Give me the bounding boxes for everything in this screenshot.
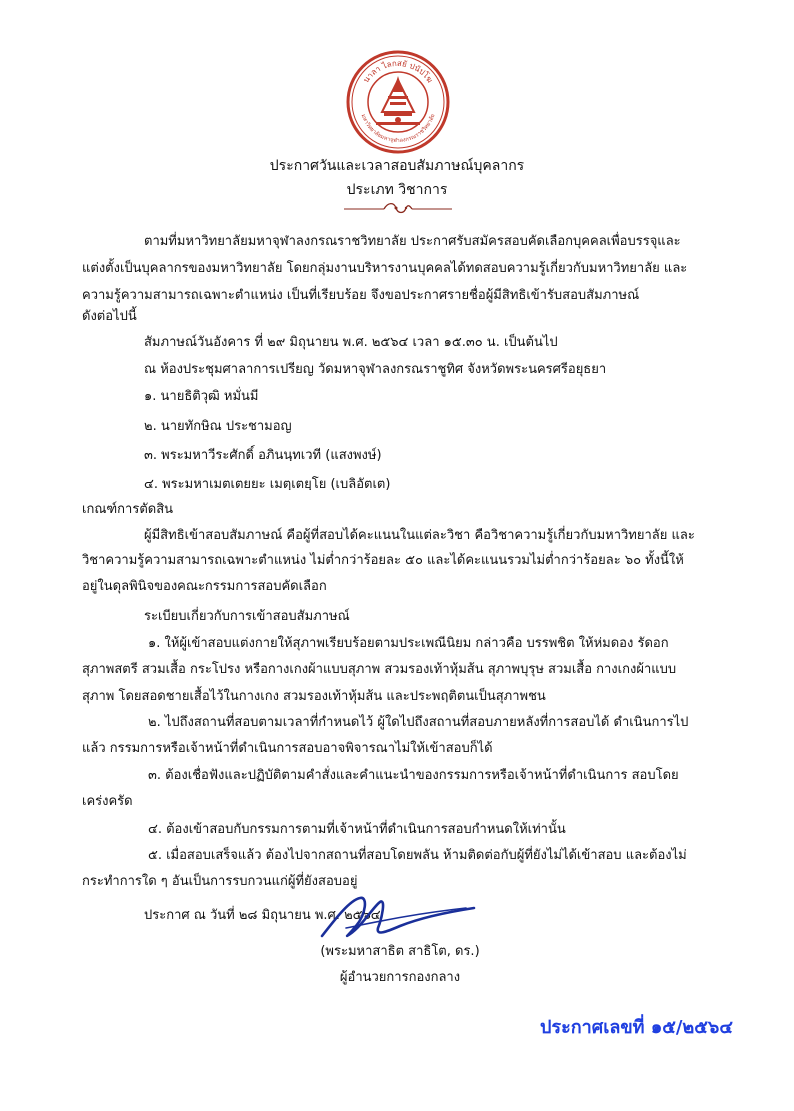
candidate-item: ๒. นายทักษิณ ประชามอญ [144, 419, 292, 434]
announcement-date: ประกาศ ณ วันที่ ๒๘ มิถุนายน พ.ศ. ๒๕๖๔ [144, 908, 381, 923]
criteria-line: ผู้มีสิทธิเข้าสอบสัมภาษณ์ คือผู้ที่สอบได้คะแนนในแต่ละวิชา คือวิชาความรู้เกี่ยวกับมหาวิทยาลัย และ [144, 528, 695, 543]
criteria-line: อยู่ในดุลพินิจของคณะกรรมการสอบคัดเลือก [82, 579, 327, 594]
candidate-item: ๑. นายธิติวุฒิ หมั่นมี [144, 389, 259, 404]
intro-line: ความรู้ความสามารถเฉพาะตำแหน่ง เป็นที่เรียบร้อย จึงขอประกาศรายชื่อผู้มีสิทธิเข้ารับสอบสัมภาษณ์ [82, 288, 640, 303]
intro-line: ดังต่อไปนี้ [82, 309, 137, 324]
intro-line: แต่งตั้งเป็นบุคลากรของมหาวิทยาลัย โดยกลุ่มงานบริหารงานบุคคลได้ทดสอบความรู้เกี่ยวกับมหาวิทยาลัย และ [82, 261, 688, 276]
rules-heading: ระเบียบเกี่ยวกับการเข้าสอบสัมภาษณ์ [144, 609, 350, 624]
announcement-category: ประเภท วิชาการ [346, 182, 448, 198]
rule-line: สุภาพสตรี สวมเสื้อ กระโปรง หรือกางเกงผ้าแบบสุภาพ สวมรองเท้าหุ้มส้น สุภาพบุรุษ สวมเสื้อ กางเกงผ้าแบบ [82, 662, 677, 677]
candidate-item: ๔. พระมหาเมตเตยยะ เมตฺเตยฺโย (เบลิอัตเต) [144, 477, 391, 492]
criteria-line: วิชาความรู้ความสามารถเฉพาะตำแหน่ง ไม่ต่ำกว่าร้อยละ ๕๐ และได้คะแนนรวมไม่ต่ำกว่าร้อยละ ๖๐ ทั้งนี้ให้ [82, 553, 684, 568]
rule-line: กระทำการใด ๆ อันเป็นการรบกวนแก่ผู้ที่ยังสอบอยู่ [82, 874, 358, 889]
signer-title: ผู้อำนวยการกองกลาง [339, 970, 461, 985]
criteria-heading: เกณฑ์การตัดสิน [82, 502, 174, 517]
announcement-number: ประกาศเลขที่ ๑๕/๒๕๖๔ [540, 1017, 733, 1038]
interview-datetime: สัมภาษณ์วันอังคาร ที่ ๒๙ มิถุนายน พ.ศ. ๒๕๖๔ เวลา ๑๕.๓๐ น. เป็นต้นไป [144, 335, 558, 350]
signer-name: (พระมหาสาธิต สาธิโต, ดร.) [320, 944, 480, 959]
rule-line: สุภาพ โดยสอดชายเสื้อไว้ในกางเกง สวมรองเท้าหุ้มส้น และประพฤติตนเป็นสุภาพชน [82, 689, 546, 704]
svg-text:มหาวิทยาลัยมหาจุฬาลงกรณราชวิทย: มหาวิทยาลัยมหาจุฬาลงกรณราชวิทยาลัย [359, 113, 437, 145]
rule-line: แล้ว กรรมการหรือเจ้าหน้าที่ดำเนินการสอบอาจพิจารณาไม่ให้เข้าสอบก็ได้ [82, 741, 493, 756]
ornament-divider-icon [344, 199, 452, 219]
rule-line: ๔. ต้องเข้าสอบกับกรรมการตามที่เจ้าหน้าที่ดำเนินการสอบกำหนดให้เท่านั้น [148, 822, 566, 837]
announcement-title: ประกาศวันและเวลาสอบสัมภาษณ์บุคลากร [269, 158, 525, 174]
interview-venue: ณ ห้องประชุมศาลาการเปรียญ วัดมหาจุฬาลงกรณราชูทิศ จังหวัดพระนครศรีอยุธยา [144, 362, 607, 377]
rule-line: เคร่งครัด [82, 794, 133, 809]
rule-line: ๑. ให้ผู้เข้าสอบแต่งกายให้สุภาพเรียบร้อยตามประเพณีนิยม กล่าวคือ บรรพชิต ให้ห่มดอง รัดอก [148, 636, 669, 651]
rule-line: ๕. เมื่อสอบเสร็จแล้ว ต้องไปจากสถานที่สอบโดยพลัน ห้ามติดต่อกับผู้ที่ยังไม่ได้เข้าสอบ และต้องไม่ [148, 848, 687, 863]
intro-line: ตามที่มหาวิทยาลัยมหาจุฬาลงกรณราชวิทยาลัย ประกาศรับสมัครสอบคัดเลือกบุคคลเพื่อบรรจุและ [144, 234, 681, 249]
rule-line: ๓. ต้องเชื่อฟังและปฏิบัติตามคำสั่งและคำแนะนำของกรรมการหรือเจ้าหน้าที่ดำเนินการ สอบโดย [148, 768, 679, 783]
rule-line: ๒. ไปถึงสถานที่สอบตามเวลาที่กำหนดไว้ ผู้ใดไปถึงสถานที่สอบภายหลังที่การสอบได้ ดำเนินการไป [148, 715, 689, 730]
candidate-item: ๓. พระมหาวีระศักดิ์ อภินนฺทเวที (แสงพงษ์) [144, 448, 382, 463]
svg-text:นาลา ไลกสยั ปนัปโฆ: นาลา ไลกสยั ปนัปโฆ [361, 58, 435, 85]
university-seal-logo [346, 50, 450, 154]
